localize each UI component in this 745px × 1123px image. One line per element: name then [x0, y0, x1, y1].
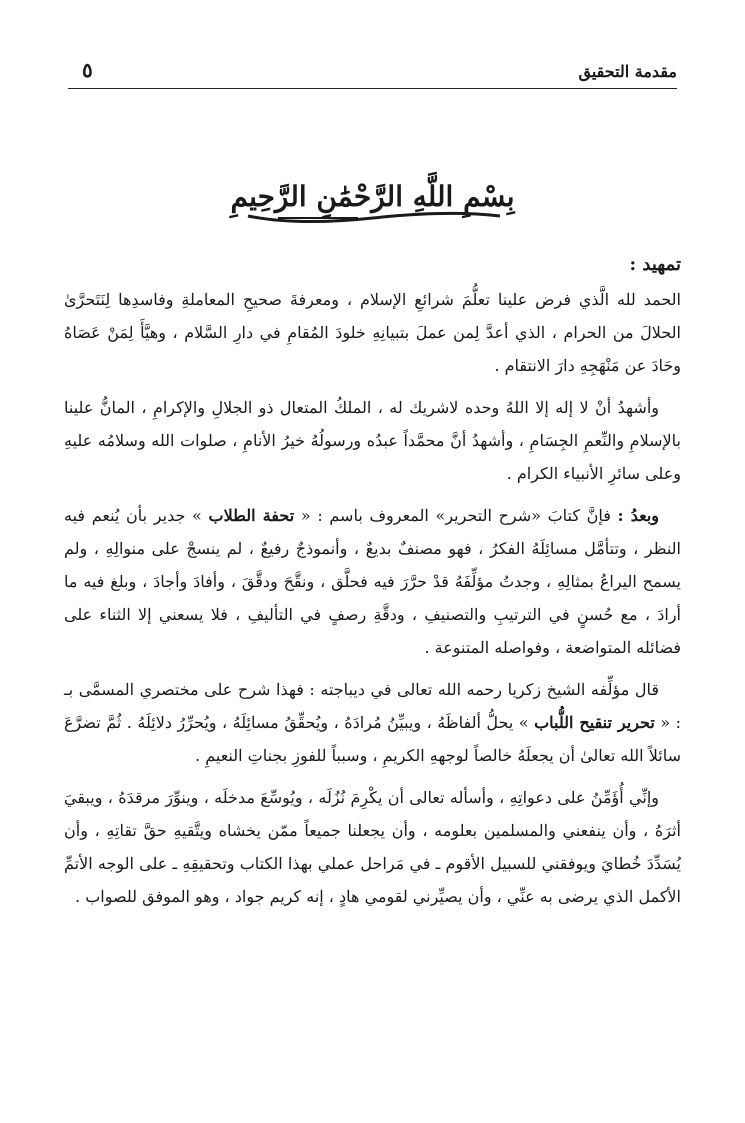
- main-text: [64, 248, 681, 922]
- paragraph-author-quote-text-a: قال مؤلِّفه الشيخ زكريا رحمه الله تعالى في ديباجته : فهذا شرح على مختصري المسمَّى بـ : «: [64, 680, 681, 732]
- paragraph-supplication: وإنِّي أُؤَمِّنُ على دعواتِهِ ، وأسأله تعالى أن يكْرِمَ نُزُلَه ، ويُوسِّعَ مدخلَه ، وينوِّرَ مرقدَهُ ، ويبقيَ أثرَهُ ، وأن ينفعني والمسلمين بعلومه ، وأن يجعلنا جميعاً ممّن يخشاه ويتَّقيهِ حقَّ تقاتِهِ ، وأن يُسَدِّدَ خُطايَ ويوفقني للسبيل الأقوم ـ في مَراحل عملي بهذا الكتاب وتحقيقِهِ ـ على الوجه الأتمِّ الأكمل الذي يرضى به عنِّي ، وأن يصيِّرني لقومي هادٍ ، إنه كريم جواد ، وهو الموفق للصواب .: [64, 788, 682, 906]
- paragraph-testimony: وأشهدُ أنْ لا إله إلا اللهُ وحده لاشريك له ، الملكُ المتعال ذو الجلالِ والإكرامِ ، المانُّ علينا بالإسلامِ والنِّعمِ الجِسَامِ ، وأشهدُ أنَّ محمَّداً عبدُه ورسولُهُ خيرُ الأنامِ ، صلوات الله وسلامُه عليهِ وعلى سائرِ الأنبياء الكرام .: [64, 398, 681, 483]
- paragraph-book-intro-text-a: فإنَّ كتابَ «شرح التحرير» المعروف باسم : «: [294, 506, 618, 525]
- book-title-tahrir: تحرير تنقيح اللُّباب: [534, 713, 655, 732]
- page-number: ٥: [82, 58, 93, 82]
- paragraph-author-quote-text-b: » يحلُّ ألفاظَهُ ، ويبيِّنُ مُرادَهُ ، ويُحقِّقُ مسائِلَهُ ، ويُحرِّرُ دلائِلَهُ . ثُمَّ تضرَّعَ سائلاً الله تعالىٰ أن يجعلَهُ خالصاً لوجههِ الكريمِ ، وسبباً للفوزِ بجناتِ النعيمِ .: [64, 713, 681, 765]
- paragraph-praise: الحمد لله الَّذي فرض علينا تعلُّمَ شرائعِ الإسلام ، ومعرفةَ صحيحِ المعاملةِ وفاسدِها لِنَتَحرَّىٰ الحلالَ من الحرام ، الذي أعدَّ لِمن عملَ بتبيانِهِ خلودَ المُقامِ في دارِ السَّلام ، وهيَّأَ لِمَنْ عَصَاهُ وحَادَ عن مَنْهَجِهِ دارَ الانتقام .: [64, 290, 681, 375]
- book-title-tuhfa: تحفة الطلاب: [208, 506, 295, 525]
- lead-word: وبعدُ :: [617, 506, 660, 525]
- paragraph-book-intro-text-b: » جدير بأن يُنعم فيه النظر ، وتتأمَّل مسائِلَهُ الفكرُ ، فهو مصنفٌ بديعٌ ، وأنموذجٌ رفيعٌ ، لم ينسجْ على منوالِهِ ، ولم يسمح اليراعُ بمثالِهِ ، وجدتُ مؤلِّفَهُ قدْ حرَّرَ فيه فحلَّق ، ونقَّحَ ودقَّقَ ، وأفادَ وأجادَ ، وبلغ فيه ما أرادَ ، مع حُسنٍ في الترتيبِ والتصنيفِ ، ودقَّةِ رصفٍ في التأليفِ ، فلا يسعني إلا الثناء على فضائله المتواضعة ، وفواصله المتنوعة .: [64, 506, 681, 657]
- running-header: [68, 58, 677, 89]
- basmala-calligraphy: [0, 172, 745, 232]
- header-title: مقدمة التحقيق: [578, 62, 677, 81]
- section-heading: تمهيد :: [629, 254, 681, 275]
- basmala-text: بِسْمِ اللَّهِ الرَّحْمَٰنِ الرَّحِيمِ: [230, 180, 515, 213]
- paragraph-author-quote: [64, 673, 681, 772]
- paragraph-book-intro: [64, 499, 681, 664]
